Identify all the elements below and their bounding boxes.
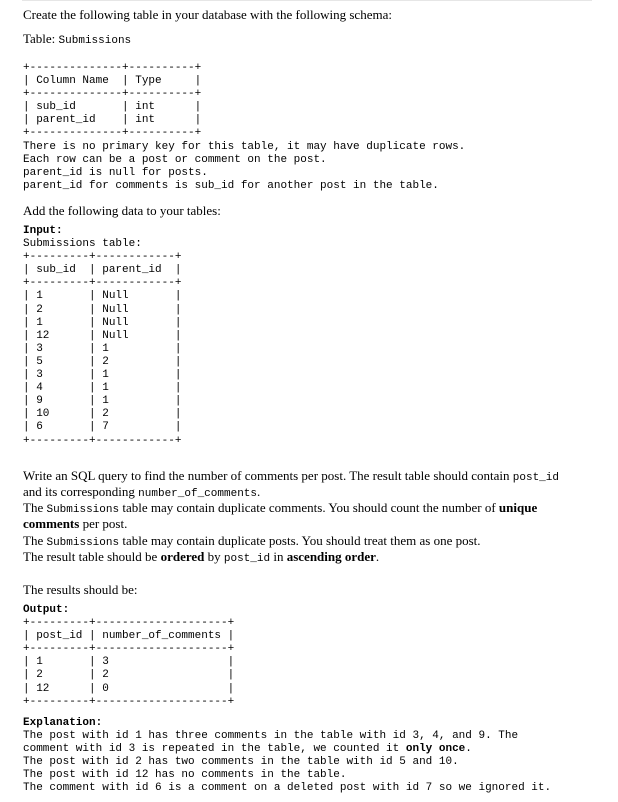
schema-note: parent_id for comments is sub_id for another post in the table.: [23, 179, 439, 192]
question-text: table may contain duplicate posts. You should treat them as one post.: [122, 533, 481, 548]
table-row: | 2 | Null |: [23, 303, 182, 316]
schema-row: | sub_id | int |: [23, 101, 202, 114]
add-data-text: Add the following data to your tables:: [23, 203, 221, 218]
question-text: per post.: [82, 516, 128, 531]
schema-table: [23, 62, 465, 193]
input-border: +---------+------------+: [23, 434, 182, 447]
schema-border: +--------------+----------+: [23, 127, 202, 140]
input-label: Input:: [23, 225, 63, 237]
input-caption: Submissions table:: [23, 238, 142, 251]
top-divider: [22, 0, 592, 1]
ordered-bold: ordered: [160, 549, 205, 564]
table-row: | 1 | 3 |: [23, 656, 235, 669]
question-text: in: [273, 549, 284, 564]
table-row: | 2 | 2 |: [23, 669, 235, 682]
explanation-line: The post with id 12 has no comments in the table.: [23, 769, 347, 782]
input-border: +---------+------------+: [23, 277, 182, 290]
schema-border: +--------------+----------+: [23, 62, 202, 74]
table-name-line: [23, 31, 131, 49]
schema-note: Each row can be a post or comment on the post.: [23, 153, 327, 166]
output-border: +---------+--------------------+: [23, 643, 235, 656]
input-border: +---------+------------+: [23, 251, 182, 264]
schema-border: +--------------+----------+: [23, 88, 202, 101]
question-text: .: [257, 484, 261, 499]
comments-bold: comments: [23, 516, 80, 531]
table-row: | 12 | Null |: [23, 329, 182, 342]
schema-row: | parent_id | int |: [23, 114, 202, 127]
table-row: | 10 | 2 |: [23, 408, 182, 421]
table-row: | 1 | Null |: [23, 290, 182, 303]
table-name: Submissions: [58, 35, 132, 47]
number-of-comments-code: number_of_comments: [138, 488, 257, 500]
question-text: The: [23, 533, 44, 548]
table-row: | 3 | 1 |: [23, 342, 182, 355]
explanation-line: The post with id 2 has two comments in the table with id 5 and 10.: [23, 756, 459, 769]
output-block: [23, 604, 234, 709]
table-row: | 12 | 0 |: [23, 682, 235, 695]
question-text: by: [207, 549, 221, 564]
table-row: | 1 | Null |: [23, 316, 182, 329]
question-text: Write an SQL query to find the number of comments per post. The result table should contain: [23, 468, 510, 483]
unique-bold: unique: [498, 500, 538, 515]
explanation-block: [23, 717, 551, 796]
question-line-6: [23, 549, 379, 567]
table-label: Table:: [23, 31, 56, 46]
schema-note: There is no primary key for this table, it may have duplicate rows.: [23, 140, 466, 153]
question-line-4: [23, 516, 127, 532]
submissions-code: Submissions: [46, 537, 120, 549]
explanation-line: .: [465, 743, 472, 756]
table-row: | 4 | 1 |: [23, 382, 182, 395]
post-id-code: post_id: [512, 472, 559, 484]
question-text: and its corresponding: [23, 484, 135, 499]
submissions-code: Submissions: [46, 504, 120, 516]
question-text: The result table should be: [23, 549, 158, 564]
input-block: [23, 225, 181, 448]
ascending-order-bold: ascending order: [286, 549, 376, 564]
question-text: table may contain duplicate comments. You should count the number of: [122, 500, 496, 515]
output-header: | post_id | number_of_comments |: [23, 630, 235, 643]
output-label: Output:: [23, 604, 70, 616]
schema-header: | Column Name | Type |: [23, 75, 202, 88]
table-row: | 6 | 7 |: [23, 421, 182, 434]
table-row: | 9 | 1 |: [23, 395, 182, 408]
question-text: The: [23, 500, 44, 515]
output-border: +---------+--------------------+: [23, 617, 235, 630]
only-once-bold: only once: [405, 743, 466, 756]
schema-note: parent_id is null for posts.: [23, 166, 208, 179]
results-text: The results should be:: [23, 582, 138, 597]
table-row: | 3 | 1 |: [23, 369, 182, 382]
explanation-label: Explanation:: [23, 717, 103, 729]
explanation-line: The comment with id 6 is a comment on a deleted post with id 7 so we ignored it.: [23, 782, 552, 795]
output-border: +---------+--------------------+: [23, 695, 235, 708]
explanation-line: The post with id 1 has three comments in the table with id 3, 4, and 9. The: [23, 730, 519, 743]
post-id-code: post_id: [223, 553, 271, 565]
explanation-line: comment with id 3 is repeated in the table, we counted it: [23, 743, 400, 756]
input-header: | sub_id | parent_id |: [23, 264, 182, 277]
table-row: | 5 | 2 |: [23, 355, 182, 368]
intro-line: Create the following table in your database with the following schema:: [23, 7, 392, 22]
question-text: .: [375, 549, 380, 564]
